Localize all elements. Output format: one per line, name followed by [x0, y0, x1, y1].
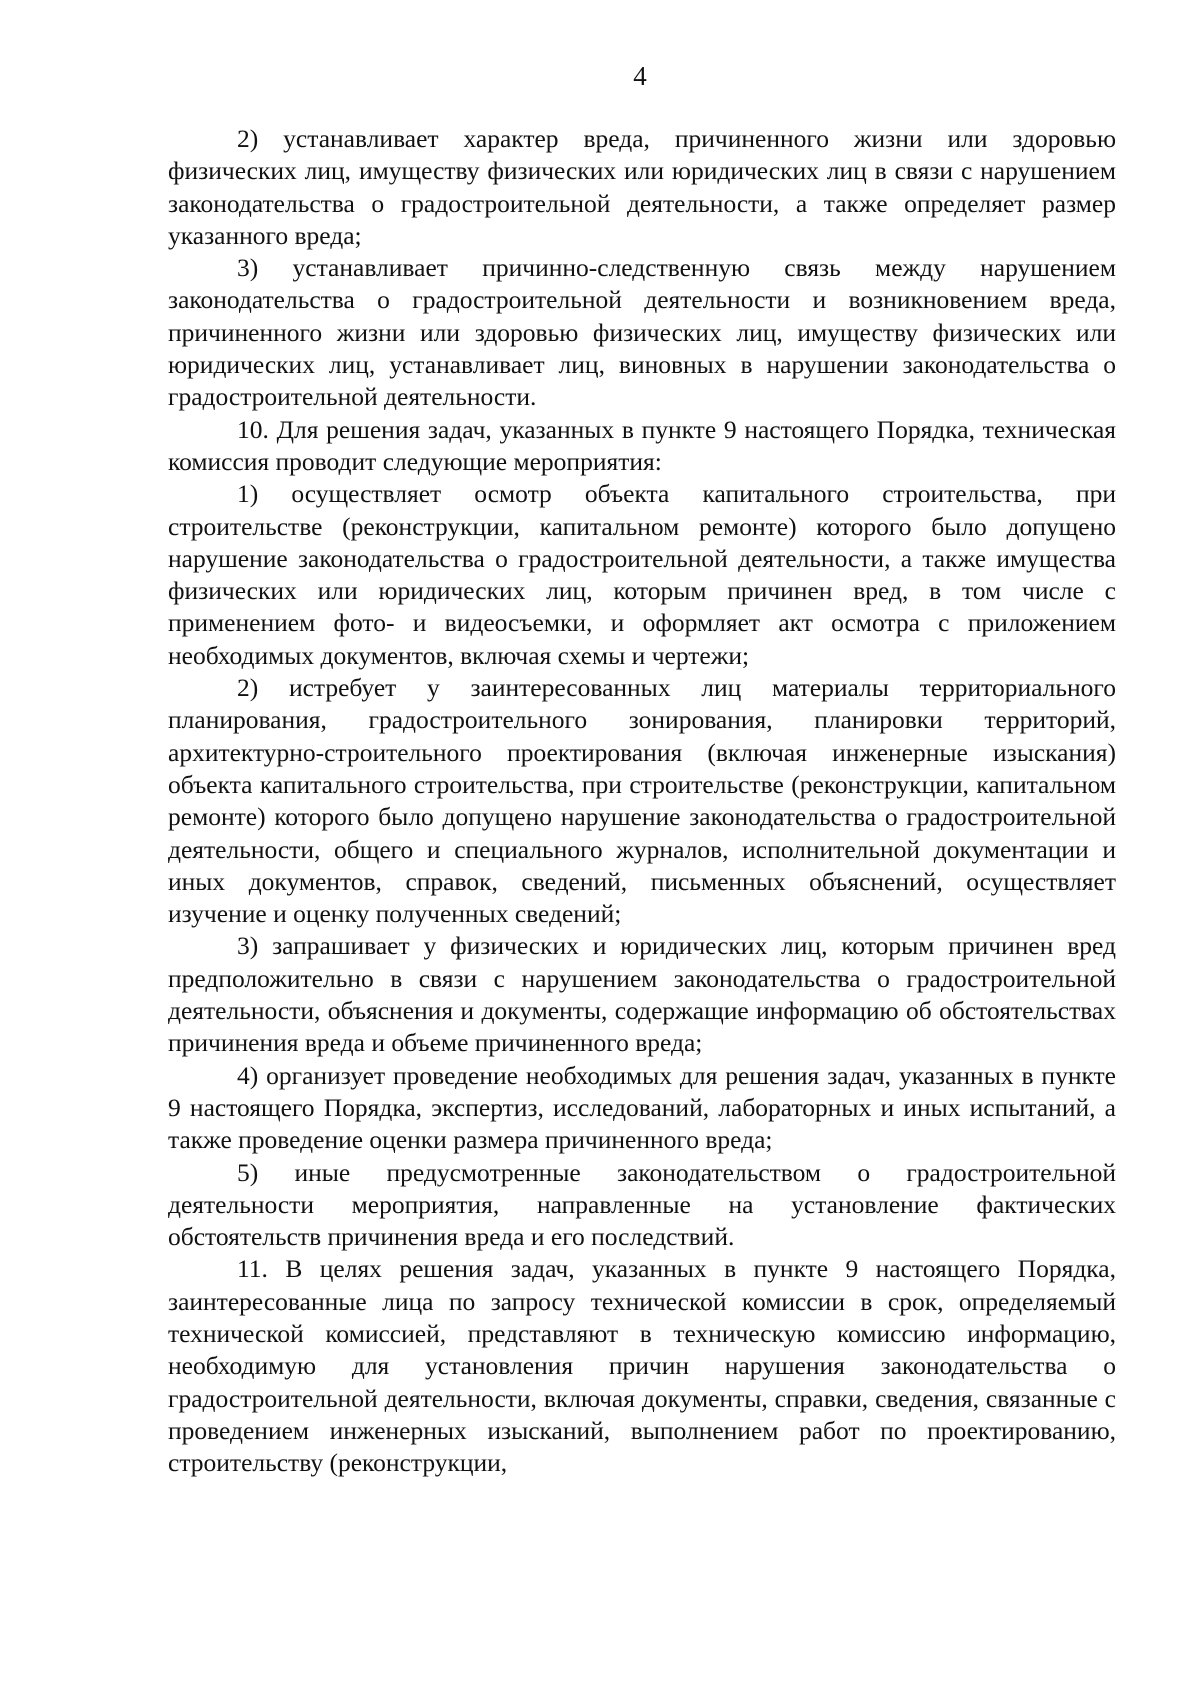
paragraph: 11. В целях решения задач, указанных в пункте 9 настоящего Порядка, заинтересованные лица по запросу технической комиссии в срок, определяемый технической комиссией, представляют в техническую комиссию информацию, необходимую для установления причин нарушения законодательства о градостроительной деятельности, включая документы, справки, сведения, связанные с проведением инженерных изысканий, выполнением работ по проектированию, строительству (реконструкции,: [168, 1254, 1116, 1478]
paragraph: 1) осуществляет осмотр объекта капитального строительства, при строительстве (реконструкции, капитальном ремонте) которого было допущено нарушение законодательства о градостроительной деятельности, а также имущества физических или юридических лиц, которым причинен вред, в том числе с применением фото- и видеосъемки, и оформляет акт осмотра с приложением необходимых документов, включая схемы и чертежи;: [168, 479, 1116, 670]
paragraph: 2) устанавливает характер вреда, причиненного жизни или здоровью физических лиц, имуществу физических или юридических лиц в связи с нарушением законодательства о градостроительной деятельности, а также определяет размер указанного вреда;: [168, 124, 1116, 250]
paragraph: 2) истребует у заинтересованных лиц материалы территориального планирования, градостроительного зонирования, планировки территорий, архитектурно-строительного проектирования (включая инженерные изыскания) объекта капитального строительства, при строительстве (реконструкции, капитальном ремонте) которого было допущено нарушение законодательства о градостроительной деятельности, общего и специального журналов, исполнительной документации и иных документов, справок, сведений, письменных объяснений, осуществляет изучение и оценку полученных сведений;: [168, 673, 1116, 929]
paragraph: 3) устанавливает причинно-следственную связь между нарушением законодательства о градостроительной деятельности и возникновением вреда, причиненного жизни или здоровью физических лиц, имуществу физических или юридических лиц, устанавливает лиц, виновных в нарушении законодательства о градостроительной деятельности.: [168, 253, 1116, 412]
paragraph: 4) организует проведение необходимых для решения задач, указанных в пункте 9 настоящего Порядка, экспертиз, исследований, лабораторных и иных испытаний, а также проведение оценки размера причиненного вреда;: [168, 1060, 1116, 1155]
paragraph: 3) запрашивает у физических и юридических лиц, которым причинен вред предположительно в связи с нарушением законодательства о градостроительной деятельности, объяснения и документы, содержащие информацию об обстоятельствах причинения вреда и объеме причиненного вреда;: [168, 931, 1116, 1058]
paragraph: 5) иные предусмотренные законодательством о градостроительной деятельности мероприятия, направленные на установление фактических обстоятельств причинения вреда и его последствий.: [168, 1157, 1116, 1252]
page-number: 4: [633, 61, 647, 91]
document-body: [168, 123, 1116, 1479]
paragraph: 10. Для решения задач, указанных в пункте 9 настоящего Порядка, техническая комиссия проводит следующие мероприятия:: [168, 414, 1116, 476]
